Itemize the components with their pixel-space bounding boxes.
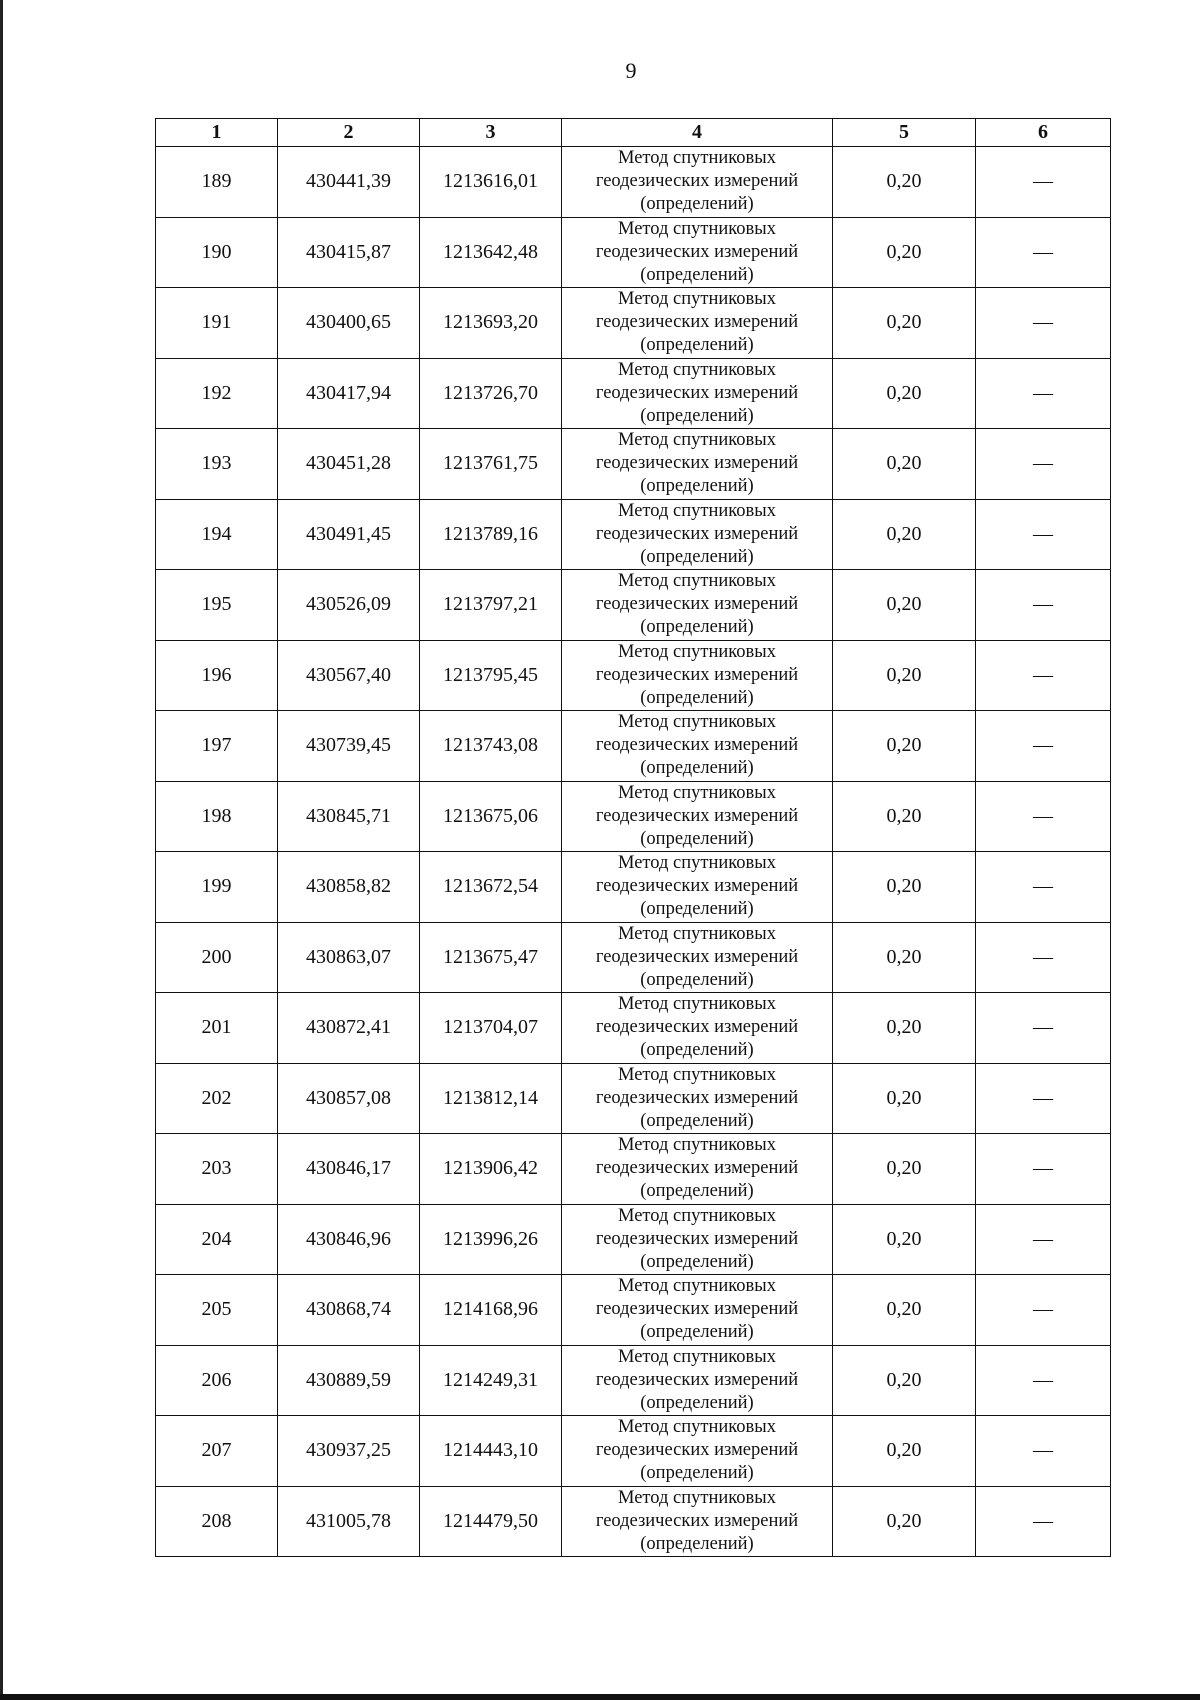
- coordinate-x-cell: 430858,82: [278, 852, 420, 923]
- point-number-cell: 192: [156, 358, 278, 429]
- table-row: [156, 1345, 1111, 1416]
- table-row: [156, 499, 1111, 570]
- method-line: геодезических измерений: [595, 946, 799, 967]
- method-line: (определений): [640, 405, 754, 426]
- coordinate-x-cell: 430868,74: [278, 1275, 420, 1346]
- method-line: (определений): [640, 1110, 754, 1131]
- table-row: [156, 1063, 1111, 1134]
- coordinate-y-cell: 1213761,75: [420, 429, 562, 500]
- method-line: (определений): [640, 264, 754, 285]
- method-line: Метод спутниковых: [618, 1135, 776, 1156]
- point-number-cell: 198: [156, 781, 278, 852]
- point-number-cell: 193: [156, 429, 278, 500]
- point-number-cell: 200: [156, 922, 278, 993]
- table-row: [156, 852, 1111, 923]
- method-line: (определений): [640, 476, 754, 497]
- method-line: (определений): [640, 828, 754, 849]
- method-line: (определений): [640, 1181, 754, 1202]
- coordinate-y-cell: 1213812,14: [420, 1063, 562, 1134]
- coordinate-y-cell: 1213675,06: [420, 781, 562, 852]
- method-line: Метод спутниковых: [618, 1064, 776, 1085]
- method-cell: [562, 358, 833, 429]
- point-number-cell: 201: [156, 993, 278, 1064]
- accuracy-cell: 0,20: [833, 1275, 976, 1346]
- description-cell: —: [976, 640, 1111, 711]
- point-number-cell: 202: [156, 1063, 278, 1134]
- coordinate-y-cell: 1213726,70: [420, 358, 562, 429]
- table-row: [156, 1416, 1111, 1487]
- coordinate-y-cell: 1213795,45: [420, 640, 562, 711]
- description-cell: —: [976, 1416, 1111, 1487]
- method-line: (определений): [640, 194, 754, 215]
- coordinate-x-cell: 431005,78: [278, 1486, 420, 1557]
- column-header: 6: [976, 119, 1111, 147]
- column-header: 1: [156, 119, 278, 147]
- description-cell: —: [976, 711, 1111, 782]
- description-cell: —: [976, 147, 1111, 218]
- coordinate-x-cell: 430491,45: [278, 499, 420, 570]
- method-line: (определений): [640, 969, 754, 990]
- method-line: геодезических измерений: [595, 1087, 799, 1108]
- description-cell: —: [976, 1204, 1111, 1275]
- accuracy-cell: 0,20: [833, 429, 976, 500]
- coordinate-x-cell: 430863,07: [278, 922, 420, 993]
- table-row: [156, 1134, 1111, 1205]
- method-line: геодезических измерений: [595, 523, 799, 544]
- description-cell: —: [976, 217, 1111, 288]
- coordinate-x-cell: 430415,87: [278, 217, 420, 288]
- method-line: (определений): [640, 1392, 754, 1413]
- method-cell: [562, 429, 833, 500]
- coordinate-y-cell: 1214168,96: [420, 1275, 562, 1346]
- method-line: Метод спутниковых: [618, 359, 776, 380]
- description-cell: —: [976, 993, 1111, 1064]
- method-cell: [562, 1134, 833, 1205]
- method-line: Метод спутниковых: [618, 712, 776, 733]
- accuracy-cell: 0,20: [833, 1063, 976, 1134]
- method-line: Метод спутниковых: [618, 571, 776, 592]
- table-row: [156, 1275, 1111, 1346]
- method-line: геодезических измерений: [595, 1299, 799, 1320]
- method-line: Метод спутниковых: [618, 1205, 776, 1226]
- description-cell: —: [976, 429, 1111, 500]
- coordinate-x-cell: 430937,25: [278, 1416, 420, 1487]
- method-cell: [562, 1063, 833, 1134]
- coordinate-x-cell: 430872,41: [278, 993, 420, 1064]
- method-line: Метод спутниковых: [618, 1487, 776, 1508]
- column-header: 3: [420, 119, 562, 147]
- table-row: [156, 1486, 1111, 1557]
- method-line: геодезических измерений: [595, 1017, 799, 1038]
- column-header: 2: [278, 119, 420, 147]
- method-line: (определений): [640, 1533, 754, 1554]
- table-row: [156, 711, 1111, 782]
- point-number-cell: 203: [156, 1134, 278, 1205]
- table-row: [156, 217, 1111, 288]
- method-line: Метод спутниковых: [618, 500, 776, 521]
- point-number-cell: 190: [156, 217, 278, 288]
- coordinate-y-cell: 1213704,07: [420, 993, 562, 1064]
- method-line: (определений): [640, 687, 754, 708]
- method-line: геодезических измерений: [595, 1228, 799, 1249]
- table-row: [156, 358, 1111, 429]
- coordinate-y-cell: 1214443,10: [420, 1416, 562, 1487]
- point-number-cell: 189: [156, 147, 278, 218]
- accuracy-cell: 0,20: [833, 570, 976, 641]
- accuracy-cell: 0,20: [833, 1134, 976, 1205]
- method-line: геодезических измерений: [595, 312, 799, 333]
- method-line: (определений): [640, 1251, 754, 1272]
- method-cell: [562, 640, 833, 711]
- coordinate-x-cell: 430846,17: [278, 1134, 420, 1205]
- table-row: [156, 1204, 1111, 1275]
- point-number-cell: 196: [156, 640, 278, 711]
- method-line: геодезических измерений: [595, 171, 799, 192]
- coordinate-y-cell: 1213996,26: [420, 1204, 562, 1275]
- accuracy-cell: 0,20: [833, 1486, 976, 1557]
- accuracy-cell: 0,20: [833, 147, 976, 218]
- table-row: [156, 288, 1111, 359]
- table-body: [156, 147, 1111, 1557]
- table-header-row: [156, 119, 1111, 147]
- table-row: [156, 429, 1111, 500]
- description-cell: —: [976, 922, 1111, 993]
- coordinate-y-cell: 1213906,42: [420, 1134, 562, 1205]
- method-line: геодезических измерений: [595, 594, 799, 615]
- method-line: (определений): [640, 1463, 754, 1484]
- page-number: 9: [625, 58, 637, 83]
- method-line: (определений): [640, 617, 754, 638]
- accuracy-cell: 0,20: [833, 288, 976, 359]
- accuracy-cell: 0,20: [833, 781, 976, 852]
- coordinate-x-cell: 430857,08: [278, 1063, 420, 1134]
- method-line: Метод спутниковых: [618, 782, 776, 803]
- accuracy-cell: 0,20: [833, 993, 976, 1064]
- accuracy-cell: 0,20: [833, 852, 976, 923]
- method-line: Метод спутниковых: [618, 148, 776, 169]
- description-cell: —: [976, 1134, 1111, 1205]
- method-line: (определений): [640, 758, 754, 779]
- method-cell: [562, 217, 833, 288]
- description-cell: —: [976, 288, 1111, 359]
- point-number-cell: 191: [156, 288, 278, 359]
- method-cell: [562, 1345, 833, 1416]
- coordinate-y-cell: 1214249,31: [420, 1345, 562, 1416]
- method-line: (определений): [640, 1040, 754, 1061]
- accuracy-cell: 0,20: [833, 711, 976, 782]
- method-line: геодезических измерений: [595, 453, 799, 474]
- method-cell: [562, 781, 833, 852]
- coordinate-x-cell: 430739,45: [278, 711, 420, 782]
- accuracy-cell: 0,20: [833, 499, 976, 570]
- method-line: Метод спутниковых: [618, 994, 776, 1015]
- point-number-cell: 205: [156, 1275, 278, 1346]
- method-line: Метод спутниковых: [618, 430, 776, 451]
- method-line: Метод спутниковых: [618, 218, 776, 239]
- method-cell: [562, 570, 833, 641]
- method-line: геодезических измерений: [595, 241, 799, 262]
- coordinate-y-cell: 1213693,20: [420, 288, 562, 359]
- method-cell: [562, 993, 833, 1064]
- coordinate-x-cell: 430451,28: [278, 429, 420, 500]
- coordinate-x-cell: 430441,39: [278, 147, 420, 218]
- table-row: [156, 781, 1111, 852]
- method-line: геодезических измерений: [595, 1440, 799, 1461]
- accuracy-cell: 0,20: [833, 358, 976, 429]
- column-header: 4: [562, 119, 833, 147]
- point-number-cell: 199: [156, 852, 278, 923]
- table-row: [156, 147, 1111, 218]
- method-cell: [562, 711, 833, 782]
- method-line: (определений): [640, 335, 754, 356]
- method-cell: [562, 1204, 833, 1275]
- column-header: 5: [833, 119, 976, 147]
- description-cell: —: [976, 852, 1111, 923]
- coordinate-x-cell: 430400,65: [278, 288, 420, 359]
- description-cell: —: [976, 358, 1111, 429]
- accuracy-cell: 0,20: [833, 1416, 976, 1487]
- point-number-cell: 197: [156, 711, 278, 782]
- method-cell: [562, 1275, 833, 1346]
- method-cell: [562, 288, 833, 359]
- accuracy-cell: 0,20: [833, 1204, 976, 1275]
- method-line: геодезических измерений: [595, 1369, 799, 1390]
- method-cell: [562, 1486, 833, 1557]
- method-line: (определений): [640, 546, 754, 567]
- coordinate-x-cell: 430845,71: [278, 781, 420, 852]
- coordinates-table: [155, 118, 1111, 1557]
- method-cell: [562, 922, 833, 993]
- coordinate-y-cell: 1213675,47: [420, 922, 562, 993]
- table-row: [156, 922, 1111, 993]
- coordinate-x-cell: 430889,59: [278, 1345, 420, 1416]
- point-number-cell: 204: [156, 1204, 278, 1275]
- description-cell: —: [976, 1063, 1111, 1134]
- method-line: Метод спутниковых: [618, 923, 776, 944]
- method-cell: [562, 499, 833, 570]
- accuracy-cell: 0,20: [833, 922, 976, 993]
- point-number-cell: 208: [156, 1486, 278, 1557]
- method-line: Метод спутниковых: [618, 641, 776, 662]
- point-number-cell: 207: [156, 1416, 278, 1487]
- point-number-cell: 206: [156, 1345, 278, 1416]
- method-cell: [562, 852, 833, 923]
- table-row: [156, 640, 1111, 711]
- coordinate-y-cell: 1213672,54: [420, 852, 562, 923]
- description-cell: —: [976, 781, 1111, 852]
- method-line: Метод спутниковых: [618, 1346, 776, 1367]
- accuracy-cell: 0,20: [833, 1345, 976, 1416]
- method-line: Метод спутниковых: [618, 289, 776, 310]
- description-cell: —: [976, 570, 1111, 641]
- accuracy-cell: 0,20: [833, 640, 976, 711]
- method-line: Метод спутниковых: [618, 1276, 776, 1297]
- description-cell: —: [976, 1486, 1111, 1557]
- method-line: геодезических измерений: [595, 1510, 799, 1531]
- accuracy-cell: 0,20: [833, 217, 976, 288]
- method-line: геодезических измерений: [595, 1158, 799, 1179]
- method-line: геодезических измерений: [595, 876, 799, 897]
- coordinate-x-cell: 430567,40: [278, 640, 420, 711]
- method-line: геодезических измерений: [595, 805, 799, 826]
- description-cell: —: [976, 1345, 1111, 1416]
- coordinate-x-cell: 430417,94: [278, 358, 420, 429]
- point-number-cell: 195: [156, 570, 278, 641]
- method-line: (определений): [640, 899, 754, 920]
- description-cell: —: [976, 1275, 1111, 1346]
- method-line: геодезических измерений: [595, 664, 799, 685]
- description-cell: —: [976, 499, 1111, 570]
- method-line: (определений): [640, 1322, 754, 1343]
- method-cell: [562, 147, 833, 218]
- point-number-cell: 194: [156, 499, 278, 570]
- method-line: геодезических измерений: [595, 382, 799, 403]
- method-line: геодезических измерений: [595, 735, 799, 756]
- method-cell: [562, 1416, 833, 1487]
- method-line: Метод спутниковых: [618, 853, 776, 874]
- coordinate-y-cell: 1213789,16: [420, 499, 562, 570]
- coordinate-y-cell: 1213797,21: [420, 570, 562, 641]
- scan-bottom-edge: [0, 1694, 1200, 1700]
- table-row: [156, 993, 1111, 1064]
- coordinate-y-cell: 1213743,08: [420, 711, 562, 782]
- coordinate-x-cell: 430846,96: [278, 1204, 420, 1275]
- coordinate-x-cell: 430526,09: [278, 570, 420, 641]
- scan-left-edge: [0, 0, 3, 1700]
- coordinate-y-cell: 1213616,01: [420, 147, 562, 218]
- coordinate-y-cell: 1213642,48: [420, 217, 562, 288]
- table-row: [156, 570, 1111, 641]
- coordinate-y-cell: 1214479,50: [420, 1486, 562, 1557]
- method-line: Метод спутниковых: [618, 1417, 776, 1438]
